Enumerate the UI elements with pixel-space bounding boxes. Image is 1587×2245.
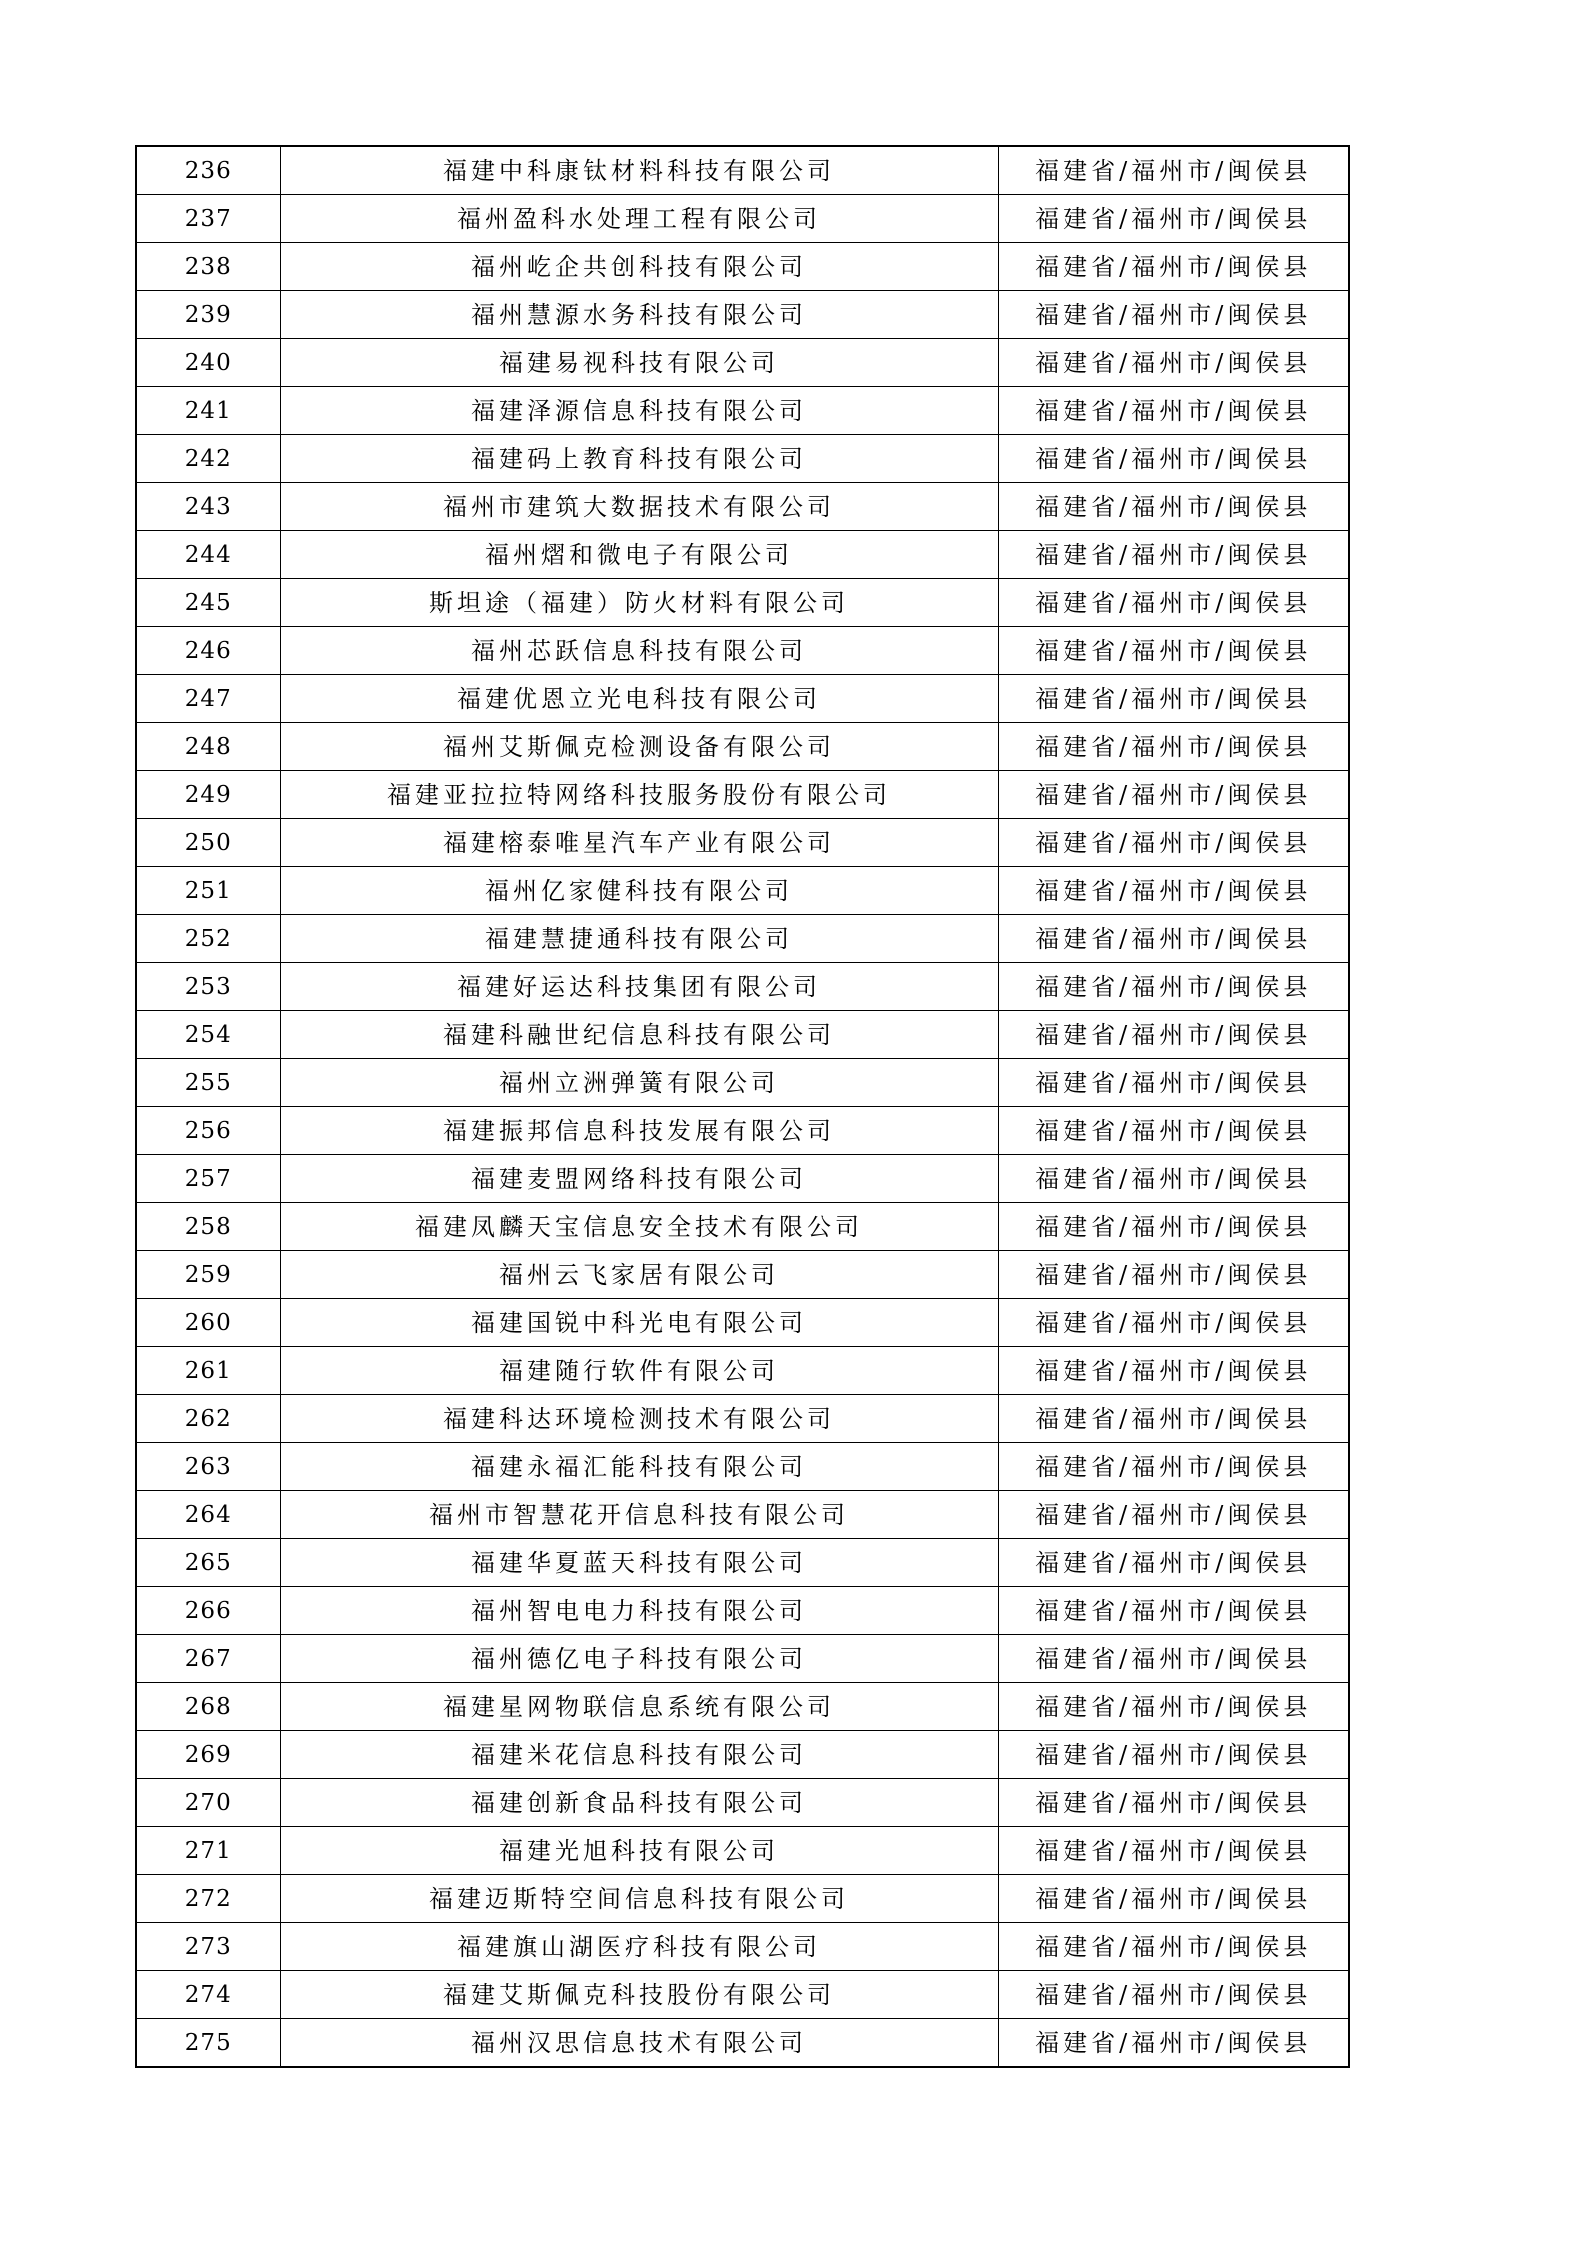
location-cell: 福建省/福州市/闽侯县: [998, 339, 1349, 387]
location-cell: 福建省/福州市/闽侯县: [998, 435, 1349, 483]
company-name-cell: 福建华夏蓝天科技有限公司: [280, 1539, 998, 1587]
location-cell: 福建省/福州市/闽侯县: [998, 387, 1349, 435]
company-name-cell: 福建优恩立光电科技有限公司: [280, 675, 998, 723]
location-cell: 福建省/福州市/闽侯县: [998, 1347, 1349, 1395]
company-name-cell: 福建科融世纪信息科技有限公司: [280, 1011, 998, 1059]
company-name-cell: 福建创新食品科技有限公司: [280, 1779, 998, 1827]
location-cell: 福建省/福州市/闽侯县: [998, 146, 1349, 195]
company-name-cell: 福建科达环境检测技术有限公司: [280, 1395, 998, 1443]
table-row: [136, 963, 1349, 1011]
row-number-cell: 259: [136, 1251, 280, 1299]
row-number-cell: 238: [136, 243, 280, 291]
table-row: [136, 1923, 1349, 1971]
row-number-cell: 275: [136, 2019, 280, 2068]
table-row: [136, 531, 1349, 579]
location-cell: 福建省/福州市/闽侯县: [998, 1587, 1349, 1635]
company-name-cell: 福建码上教育科技有限公司: [280, 435, 998, 483]
location-cell: 福建省/福州市/闽侯县: [998, 1299, 1349, 1347]
table-row: [136, 291, 1349, 339]
table-row: [136, 387, 1349, 435]
row-number-cell: 263: [136, 1443, 280, 1491]
row-number-cell: 270: [136, 1779, 280, 1827]
row-number-cell: 262: [136, 1395, 280, 1443]
location-cell: 福建省/福州市/闽侯县: [998, 1539, 1349, 1587]
company-name-cell: 福建艾斯佩克科技股份有限公司: [280, 1971, 998, 2019]
company-name-cell: 福建麦盟网络科技有限公司: [280, 1155, 998, 1203]
row-number-cell: 271: [136, 1827, 280, 1875]
location-cell: 福建省/福州市/闽侯县: [998, 1875, 1349, 1923]
location-cell: 福建省/福州市/闽侯县: [998, 1395, 1349, 1443]
table-row: [136, 339, 1349, 387]
location-cell: 福建省/福州市/闽侯县: [998, 2019, 1349, 2068]
table-row: [136, 1827, 1349, 1875]
row-number-cell: 248: [136, 723, 280, 771]
location-cell: 福建省/福州市/闽侯县: [998, 1443, 1349, 1491]
company-name-cell: 福建凤麟天宝信息安全技术有限公司: [280, 1203, 998, 1251]
table-row: [136, 1155, 1349, 1203]
company-name-cell: 福建光旭科技有限公司: [280, 1827, 998, 1875]
company-name-cell: 福州市智慧花开信息科技有限公司: [280, 1491, 998, 1539]
location-cell: 福建省/福州市/闽侯县: [998, 867, 1349, 915]
row-number-cell: 268: [136, 1683, 280, 1731]
row-number-cell: 254: [136, 1011, 280, 1059]
table-row: [136, 819, 1349, 867]
company-name-cell: 福州慧源水务科技有限公司: [280, 291, 998, 339]
company-name-cell: 福州立洲弹簧有限公司: [280, 1059, 998, 1107]
location-cell: 福建省/福州市/闽侯县: [998, 915, 1349, 963]
row-number-cell: 267: [136, 1635, 280, 1683]
company-name-cell: 福建国锐中科光电有限公司: [280, 1299, 998, 1347]
row-number-cell: 257: [136, 1155, 280, 1203]
row-number-cell: 247: [136, 675, 280, 723]
table-row: [136, 1683, 1349, 1731]
row-number-cell: 252: [136, 915, 280, 963]
row-number-cell: 274: [136, 1971, 280, 2019]
table-row: [136, 1347, 1349, 1395]
row-number-cell: 246: [136, 627, 280, 675]
table-row: [136, 1011, 1349, 1059]
row-number-cell: 239: [136, 291, 280, 339]
location-cell: 福建省/福州市/闽侯县: [998, 1779, 1349, 1827]
company-name-cell: 福建振邦信息科技发展有限公司: [280, 1107, 998, 1155]
row-number-cell: 265: [136, 1539, 280, 1587]
row-number-cell: 245: [136, 579, 280, 627]
row-number-cell: 243: [136, 483, 280, 531]
row-number-cell: 240: [136, 339, 280, 387]
table-row: [136, 771, 1349, 819]
table-row: [136, 146, 1349, 195]
company-name-cell: 福州艾斯佩克检测设备有限公司: [280, 723, 998, 771]
company-name-cell: 福州汉思信息技术有限公司: [280, 2019, 998, 2068]
table-body: [136, 146, 1349, 2067]
company-name-cell: 福州芯跃信息科技有限公司: [280, 627, 998, 675]
table-row: [136, 1443, 1349, 1491]
company-name-cell: 福州盈科水处理工程有限公司: [280, 195, 998, 243]
row-number-cell: 236: [136, 146, 280, 195]
company-name-cell: 福建亚拉拉特网络科技服务股份有限公司: [280, 771, 998, 819]
table-row: [136, 1971, 1349, 2019]
company-name-cell: 福建星网物联信息系统有限公司: [280, 1683, 998, 1731]
table-row: [136, 243, 1349, 291]
table-row: [136, 195, 1349, 243]
company-name-cell: 福建米花信息科技有限公司: [280, 1731, 998, 1779]
company-name-cell: 福建中科康钛材料科技有限公司: [280, 146, 998, 195]
row-number-cell: 273: [136, 1923, 280, 1971]
row-number-cell: 249: [136, 771, 280, 819]
table-row: [136, 627, 1349, 675]
company-name-cell: 福建迈斯特空间信息科技有限公司: [280, 1875, 998, 1923]
row-number-cell: 253: [136, 963, 280, 1011]
row-number-cell: 241: [136, 387, 280, 435]
company-name-cell: 福建随行软件有限公司: [280, 1347, 998, 1395]
row-number-cell: 237: [136, 195, 280, 243]
table-row: [136, 1299, 1349, 1347]
table-row: [136, 483, 1349, 531]
table-row: [136, 1731, 1349, 1779]
company-name-cell: 福建泽源信息科技有限公司: [280, 387, 998, 435]
table-row: [136, 1635, 1349, 1683]
location-cell: 福建省/福州市/闽侯县: [998, 819, 1349, 867]
table-row: [136, 1491, 1349, 1539]
location-cell: 福建省/福州市/闽侯县: [998, 1059, 1349, 1107]
row-number-cell: 272: [136, 1875, 280, 1923]
table-row: [136, 1395, 1349, 1443]
table-row: [136, 1779, 1349, 1827]
location-cell: 福建省/福州市/闽侯县: [998, 1635, 1349, 1683]
location-cell: 福建省/福州市/闽侯县: [998, 1923, 1349, 1971]
table-row: [136, 723, 1349, 771]
row-number-cell: 244: [136, 531, 280, 579]
location-cell: 福建省/福州市/闽侯县: [998, 579, 1349, 627]
table-row: [136, 435, 1349, 483]
company-name-cell: 福建榕泰唯星汽车产业有限公司: [280, 819, 998, 867]
company-name-cell: 福州亿家健科技有限公司: [280, 867, 998, 915]
row-number-cell: 256: [136, 1107, 280, 1155]
location-cell: 福建省/福州市/闽侯县: [998, 1107, 1349, 1155]
row-number-cell: 251: [136, 867, 280, 915]
location-cell: 福建省/福州市/闽侯县: [998, 1155, 1349, 1203]
table-row: [136, 579, 1349, 627]
row-number-cell: 261: [136, 1347, 280, 1395]
row-number-cell: 269: [136, 1731, 280, 1779]
row-number-cell: 266: [136, 1587, 280, 1635]
company-name-cell: 福建永福汇能科技有限公司: [280, 1443, 998, 1491]
location-cell: 福建省/福州市/闽侯县: [998, 627, 1349, 675]
table-row: [136, 675, 1349, 723]
table-row: [136, 1107, 1349, 1155]
row-number-cell: 255: [136, 1059, 280, 1107]
company-name-cell: 福建易视科技有限公司: [280, 339, 998, 387]
location-cell: 福建省/福州市/闽侯县: [998, 531, 1349, 579]
location-cell: 福建省/福州市/闽侯县: [998, 195, 1349, 243]
row-number-cell: 242: [136, 435, 280, 483]
table-row: [136, 1587, 1349, 1635]
table-row: [136, 1203, 1349, 1251]
row-number-cell: 260: [136, 1299, 280, 1347]
table-row: [136, 867, 1349, 915]
location-cell: 福建省/福州市/闽侯县: [998, 1731, 1349, 1779]
location-cell: 福建省/福州市/闽侯县: [998, 1011, 1349, 1059]
location-cell: 福建省/福州市/闽侯县: [998, 1827, 1349, 1875]
location-cell: 福建省/福州市/闽侯县: [998, 723, 1349, 771]
company-name-cell: 福建慧捷通科技有限公司: [280, 915, 998, 963]
location-cell: 福建省/福州市/闽侯县: [998, 1491, 1349, 1539]
company-name-cell: 福州市建筑大数据技术有限公司: [280, 483, 998, 531]
location-cell: 福建省/福州市/闽侯县: [998, 1203, 1349, 1251]
company-name-cell: 福州屹企共创科技有限公司: [280, 243, 998, 291]
location-cell: 福建省/福州市/闽侯县: [998, 1971, 1349, 2019]
table-row: [136, 1251, 1349, 1299]
table-row: [136, 1059, 1349, 1107]
company-name-cell: 福州智电电力科技有限公司: [280, 1587, 998, 1635]
company-name-cell: 福州德亿电子科技有限公司: [280, 1635, 998, 1683]
company-list-table: [135, 145, 1350, 2068]
table-row: [136, 915, 1349, 963]
company-name-cell: 福建好运达科技集团有限公司: [280, 963, 998, 1011]
company-name-cell: 福州云飞家居有限公司: [280, 1251, 998, 1299]
table-row: [136, 2019, 1349, 2068]
location-cell: 福建省/福州市/闽侯县: [998, 291, 1349, 339]
company-name-cell: 福州熠和微电子有限公司: [280, 531, 998, 579]
company-name-cell: 福建旗山湖医疗科技有限公司: [280, 1923, 998, 1971]
company-name-cell: 斯坦途（福建）防火材料有限公司: [280, 579, 998, 627]
row-number-cell: 258: [136, 1203, 280, 1251]
row-number-cell: 264: [136, 1491, 280, 1539]
location-cell: 福建省/福州市/闽侯县: [998, 483, 1349, 531]
location-cell: 福建省/福州市/闽侯县: [998, 243, 1349, 291]
location-cell: 福建省/福州市/闽侯县: [998, 1683, 1349, 1731]
location-cell: 福建省/福州市/闽侯县: [998, 963, 1349, 1011]
location-cell: 福建省/福州市/闽侯县: [998, 1251, 1349, 1299]
location-cell: 福建省/福州市/闽侯县: [998, 675, 1349, 723]
table-row: [136, 1539, 1349, 1587]
location-cell: 福建省/福州市/闽侯县: [998, 771, 1349, 819]
table-row: [136, 1875, 1349, 1923]
row-number-cell: 250: [136, 819, 280, 867]
